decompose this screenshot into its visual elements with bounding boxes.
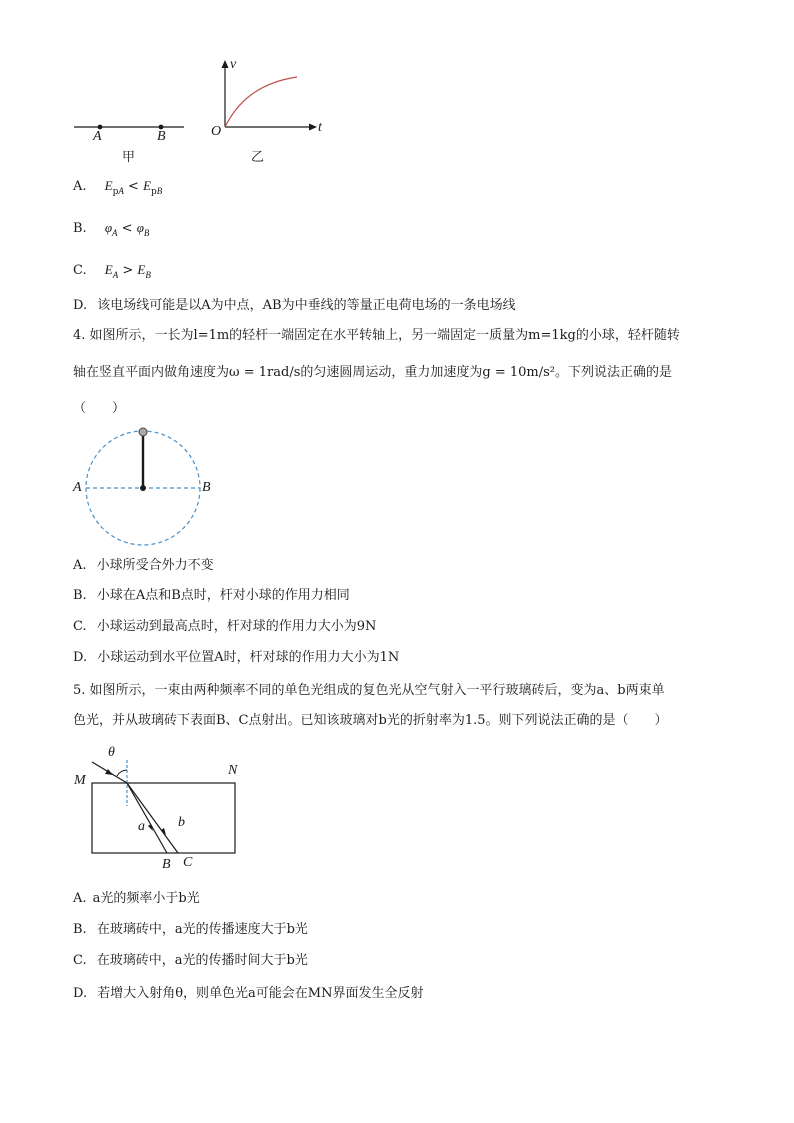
axis-v-label: v xyxy=(230,57,237,72)
q3-option-a: A. $E_{pA} < E_{pB}$ xyxy=(73,178,163,197)
q3-option-c-formula: $E_A > E_B$ xyxy=(104,262,151,280)
figure-q5-glass-block xyxy=(88,748,240,860)
axis-t-label: t xyxy=(318,120,322,135)
q5-point-c-label: C xyxy=(183,855,193,870)
q4-stem-line-3: （ ） xyxy=(73,401,126,416)
q5-point-b-label: B xyxy=(162,857,171,872)
q5-stem-line-2: 色光，并从玻璃砖下表面B、C点射出。已知该玻璃对b光的折射率为1.5。则下列说法正确的是（ ） xyxy=(73,713,668,728)
q3-option-a-formula: $E_{pA} < E_{pB}$ xyxy=(104,178,163,197)
q4-option-c: C. 小球运动到最高点时，杆对球的作用力大小为9N xyxy=(73,619,377,634)
caption-jia: 甲 xyxy=(122,150,136,165)
q4-option-b: B. 小球在A点和B点时，杆对小球的作用力相同 xyxy=(73,588,350,603)
q5-theta-label: θ xyxy=(108,745,115,760)
q5-option-a: A. a光的频率小于b光 xyxy=(73,891,200,906)
q5-n-label: N xyxy=(228,763,238,778)
q5-ray-b-label: b xyxy=(178,815,185,830)
q5-option-c: C. 在玻璃砖中，a光的传播时间大于b光 xyxy=(73,953,308,968)
q5-option-b: B. 在玻璃砖中，a光的传播速度大于b光 xyxy=(73,922,308,937)
q3-option-b: B. $\varphi_A < \varphi_B$ xyxy=(73,220,150,238)
q5-ray-a-label: a xyxy=(138,819,145,834)
q5-stem-line-1: 5. 如图所示，一束由两种频率不同的单色光组成的复色光从空气射入一平行玻璃砖后，变为a、b两束单 xyxy=(73,683,665,698)
q3-option-c: C. $E_A > E_B$ xyxy=(73,262,151,280)
q4-stem-line-1: 4. 如图所示，一长为l=1m的轻杆一端固定在水平转轴上，另一端固定一质量为m=1kg的小球，轻杆随转 xyxy=(73,328,680,343)
origin-label: O xyxy=(211,124,222,139)
q3-option-b-formula: $\varphi_A < \varphi_B$ xyxy=(104,220,150,238)
q3-option-d: D. 该电场线可能是以A为中点，AB为中垂线的等量正电荷电场的一条电场线 xyxy=(73,298,516,313)
q4-option-d: D. 小球运动到水平位置A时，杆对球的作用力大小为1N xyxy=(73,650,400,665)
q4-option-a: A. 小球所受合外力不变 xyxy=(73,558,214,573)
q4-stem-line-2: 轴在竖直平面内做角速度为ω = 1rad/s的匀速圆周运动，重力加速度为g = 10m/s²。下列说法正确的是 xyxy=(73,365,672,380)
q5-m-label: M xyxy=(74,773,86,788)
figure-yi-vt-graph xyxy=(205,55,330,135)
point-a-label: A xyxy=(93,129,102,144)
caption-yi: 乙 xyxy=(251,150,265,165)
q5-option-d: D. 若增大入射角θ，则单色光a可能会在MN界面发生全反射 xyxy=(73,986,424,1001)
q4-point-a-label: A xyxy=(73,480,82,495)
figure-q4-circle xyxy=(82,427,206,551)
point-b-label: B xyxy=(157,129,166,144)
q4-point-b-label: B xyxy=(202,480,211,495)
